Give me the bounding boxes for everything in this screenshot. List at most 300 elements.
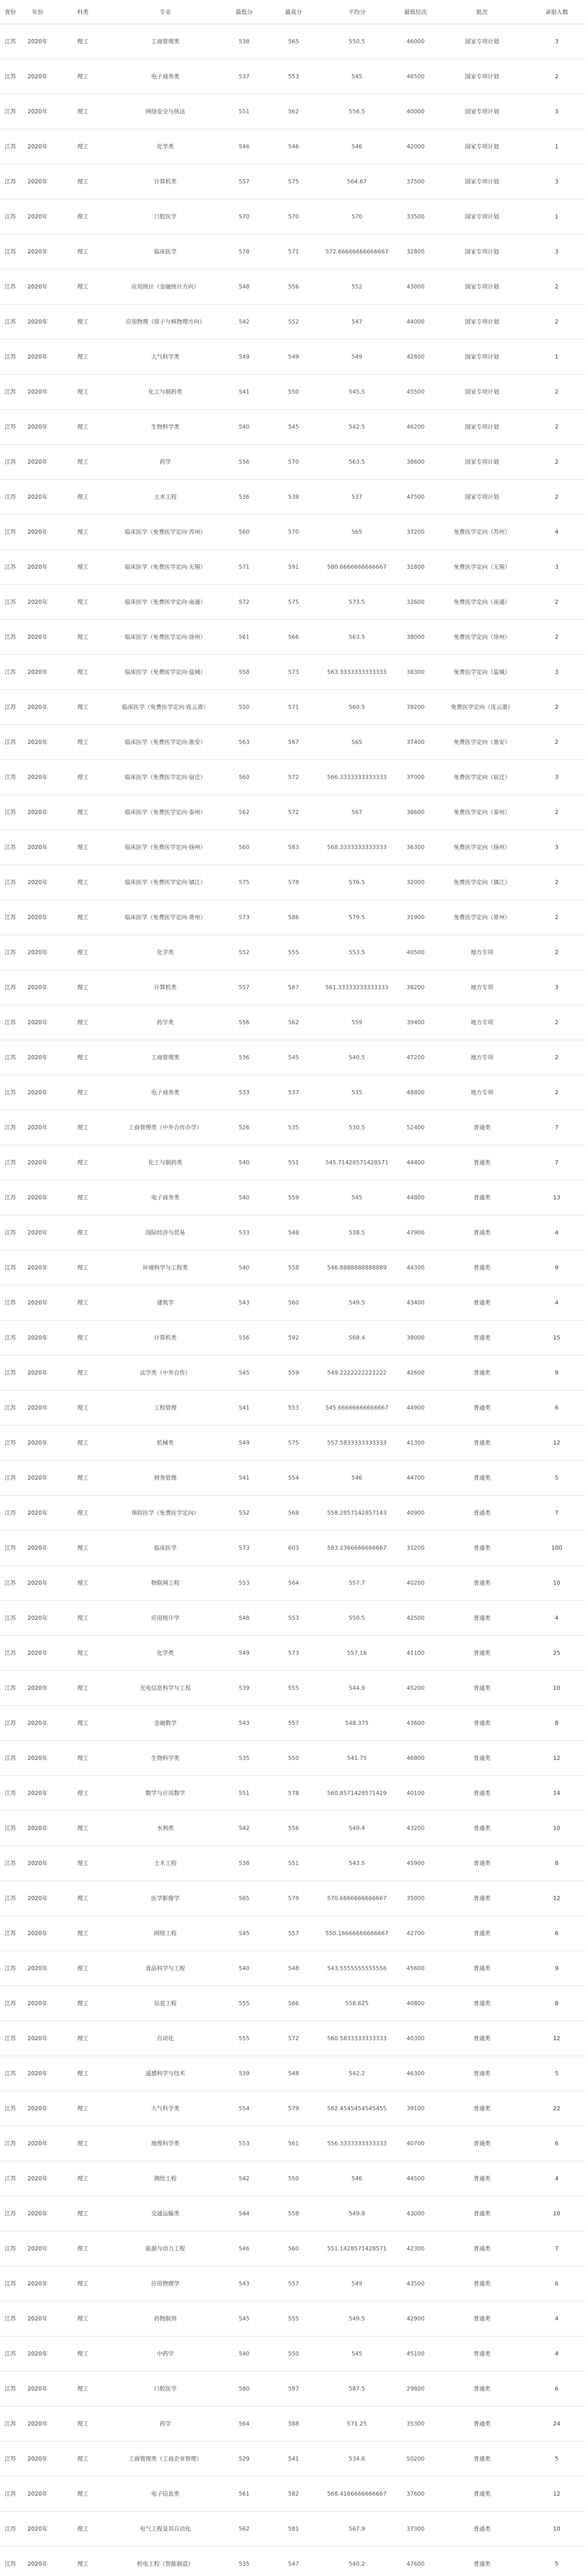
min-rank-cell: 32000	[395, 865, 436, 900]
min-score-cell: 563	[219, 725, 269, 760]
min-score-cell: 536	[219, 1040, 269, 1075]
year-cell: 2020年	[21, 304, 55, 340]
batch-cell: 免费医学定向（镇江）	[436, 865, 528, 900]
max-score-cell: 553	[269, 59, 318, 94]
admitted-count-cell: 14	[528, 1776, 585, 1811]
min-score-cell: 549	[219, 340, 269, 375]
admitted-count-cell: 2	[528, 269, 585, 304]
subject-cell: 理工	[55, 1566, 111, 1601]
major-cell: 计算机类	[111, 1320, 219, 1355]
year-cell: 2020年	[21, 269, 55, 304]
major-cell: 中药学	[111, 2336, 219, 2371]
subject-cell: 理工	[55, 935, 111, 970]
table-row	[0, 24, 585, 59]
min-score-cell: 529	[219, 2442, 269, 2477]
batch-cell: 普通类	[436, 1636, 528, 1671]
admitted-count-cell: 25	[528, 1636, 585, 1671]
major-cell: 大气科学类	[111, 2091, 219, 2126]
year-cell: 2020年	[21, 1040, 55, 1075]
major-cell: 自动化	[111, 2021, 219, 2056]
table-row	[0, 234, 585, 269]
province-cell: 江苏	[0, 2547, 21, 2576]
max-score-cell: 578	[269, 1776, 318, 1811]
min-rank-cell: 40200	[395, 1566, 436, 1601]
table-row	[0, 1320, 585, 1355]
max-score-cell: 538	[269, 480, 318, 515]
admitted-count-cell: 2	[528, 935, 585, 970]
min-rank-cell: 42900	[395, 2301, 436, 2336]
min-rank-cell: 42500	[395, 1601, 436, 1636]
year-cell: 2020年	[21, 1986, 55, 2021]
province-cell: 江苏	[0, 900, 21, 935]
subject-cell: 理工	[55, 1215, 111, 1250]
column-header: 最高分	[269, 0, 318, 24]
min-score-cell: 556	[219, 1320, 269, 1355]
avg-score-cell: 549	[318, 2266, 395, 2301]
major-cell: 临床医学（免费医学定向·常州）	[111, 900, 219, 935]
year-cell: 2020年	[21, 1496, 55, 1531]
batch-cell: 普通类	[436, 1320, 528, 1355]
batch-cell: 普通类	[436, 1811, 528, 1846]
admitted-count-cell: 3	[528, 655, 585, 690]
subject-cell: 理工	[55, 725, 111, 760]
province-cell: 江苏	[0, 199, 21, 234]
avg-score-cell: 546.8888888888889	[318, 1250, 395, 1285]
major-cell: 遥感科学与技术	[111, 2056, 219, 2091]
admitted-count-cell: 3	[528, 234, 585, 269]
table-body	[0, 24, 585, 2576]
province-cell: 江苏	[0, 304, 21, 340]
admitted-count-cell: 4	[528, 1601, 585, 1636]
min-rank-cell: 47500	[395, 480, 436, 515]
table-row	[0, 1040, 585, 1075]
province-cell: 江苏	[0, 1075, 21, 1110]
year-cell: 2020年	[21, 1005, 55, 1040]
province-cell: 江苏	[0, 1180, 21, 1215]
subject-cell: 理工	[55, 199, 111, 234]
major-cell: 应用统计（金融统计方向）	[111, 269, 219, 304]
min-rank-cell: 32800	[395, 234, 436, 269]
batch-cell: 普通类	[436, 2161, 528, 2196]
table-row	[0, 760, 585, 795]
table-row	[0, 1145, 585, 1180]
batch-cell: 普通类	[436, 1180, 528, 1215]
province-cell: 江苏	[0, 445, 21, 480]
admitted-count-cell: 2	[528, 585, 585, 620]
avg-score-cell: 567.9	[318, 2512, 395, 2547]
min-score-cell: 543	[219, 1285, 269, 1320]
avg-score-cell: 570.6666666666667	[318, 1881, 395, 1916]
min-score-cell: 538	[219, 24, 269, 59]
min-score-cell: 555	[219, 2021, 269, 2056]
table-row	[0, 1566, 585, 1601]
admitted-count-cell: 12	[528, 2021, 585, 2056]
avg-score-cell: 534.6	[318, 2442, 395, 2477]
province-cell: 江苏	[0, 2161, 21, 2196]
table-row	[0, 1426, 585, 1461]
province-cell: 江苏	[0, 94, 21, 129]
subject-cell: 理工	[55, 655, 111, 690]
min-rank-cell: 46500	[395, 59, 436, 94]
year-cell: 2020年	[21, 2161, 55, 2196]
batch-cell: 普通类	[436, 2021, 528, 2056]
min-rank-cell: 38000	[395, 1320, 436, 1355]
min-rank-cell: 31900	[395, 900, 436, 935]
table-row	[0, 1706, 585, 1741]
min-rank-cell: 44500	[395, 2161, 436, 2196]
subject-cell: 理工	[55, 2091, 111, 2126]
year-cell: 2020年	[21, 1145, 55, 1180]
admitted-count-cell: 1	[528, 340, 585, 375]
subject-cell: 理工	[55, 515, 111, 550]
major-cell: 药学	[111, 2406, 219, 2442]
max-score-cell: 591	[269, 550, 318, 585]
max-score-cell: 573	[269, 655, 318, 690]
min-rank-cell: 32600	[395, 585, 436, 620]
batch-cell: 普通类	[436, 2266, 528, 2301]
min-score-cell: 545	[219, 1355, 269, 1391]
admitted-count-cell: 2	[528, 1040, 585, 1075]
min-rank-cell: 45900	[395, 1846, 436, 1881]
subject-cell: 理工	[55, 900, 111, 935]
batch-cell: 普通类	[436, 1391, 528, 1426]
year-cell: 2020年	[21, 340, 55, 375]
admitted-count-cell: 2	[528, 410, 585, 445]
avg-score-cell: 549.5	[318, 2301, 395, 2336]
avg-score-cell: 547	[318, 304, 395, 340]
year-cell: 2020年	[21, 1355, 55, 1391]
max-score-cell: 549	[269, 340, 318, 375]
province-cell: 江苏	[0, 970, 21, 1005]
admitted-count-cell: 12	[528, 1741, 585, 1776]
major-cell: 临床医学（免费医学定向·宿迁）	[111, 760, 219, 795]
max-score-cell: 571	[269, 690, 318, 725]
avg-score-cell: 561.33333333333333	[318, 970, 395, 1005]
max-score-cell: 545	[269, 410, 318, 445]
max-score-cell: 567	[269, 725, 318, 760]
min-score-cell: 560	[219, 515, 269, 550]
subject-cell: 理工	[55, 59, 111, 94]
min-score-cell: 560	[219, 830, 269, 865]
min-rank-cell: 39100	[395, 2091, 436, 2126]
batch-cell: 普通类	[436, 1951, 528, 1986]
province-cell: 江苏	[0, 1776, 21, 1811]
avg-score-cell: 551.1428571428571	[318, 2231, 395, 2266]
year-cell: 2020年	[21, 2301, 55, 2336]
table-row	[0, 1741, 585, 1776]
min-score-cell: 546	[219, 129, 269, 164]
max-score-cell: 535	[269, 1110, 318, 1145]
year-cell: 2020年	[21, 1215, 55, 1250]
province-cell: 江苏	[0, 1601, 21, 1636]
year-cell: 2020年	[21, 725, 55, 760]
avg-score-cell: 545.5	[318, 375, 395, 410]
table-row	[0, 830, 585, 865]
year-cell: 2020年	[21, 2056, 55, 2091]
major-cell: 建筑学	[111, 1285, 219, 1320]
avg-score-cell: 548.375	[318, 1706, 395, 1741]
major-cell: 药学类	[111, 1005, 219, 1040]
min-rank-cell: 38000	[395, 620, 436, 655]
max-score-cell: 537	[269, 1075, 318, 1110]
avg-score-cell: 563.5	[318, 620, 395, 655]
major-cell: 网络工程	[111, 1916, 219, 1951]
avg-score-cell: 549.5	[318, 1285, 395, 1320]
table-row	[0, 1250, 585, 1285]
max-score-cell: 550	[269, 2336, 318, 2371]
batch-cell: 地方专项	[436, 1040, 528, 1075]
year-cell: 2020年	[21, 1180, 55, 1215]
avg-score-cell: 556.3333333333333	[318, 2126, 395, 2161]
column-header: 省份	[0, 0, 21, 24]
subject-cell: 理工	[55, 1531, 111, 1566]
admitted-count-cell: 13	[528, 1180, 585, 1215]
max-score-cell: 573	[269, 1636, 318, 1671]
year-cell: 2020年	[21, 2547, 55, 2576]
admitted-count-cell: 2	[528, 1005, 585, 1040]
avg-score-cell: 570	[318, 199, 395, 234]
avg-score-cell: 579.5	[318, 900, 395, 935]
max-score-cell: 548	[269, 1951, 318, 1986]
avg-score-cell: 557.16	[318, 1636, 395, 1671]
min-score-cell: 544	[219, 2196, 269, 2231]
table-row	[0, 129, 585, 164]
min-score-cell: 575	[219, 865, 269, 900]
min-score-cell: 526	[219, 1110, 269, 1145]
min-score-cell: 552	[219, 935, 269, 970]
avg-score-cell: 583.2366666666667	[318, 1531, 395, 1566]
avg-score-cell: 560.8571428571429	[318, 1776, 395, 1811]
avg-score-cell: 568.4	[318, 1320, 395, 1355]
subject-cell: 理工	[55, 1145, 111, 1180]
min-score-cell: 533	[219, 1215, 269, 1250]
min-rank-cell: 46300	[395, 2056, 436, 2091]
avg-score-cell: 557.5833333333333	[318, 1426, 395, 1461]
min-score-cell: 540	[219, 2336, 269, 2371]
batch-cell: 普通类	[436, 1110, 528, 1145]
province-cell: 江苏	[0, 2126, 21, 2161]
avg-score-cell: 544.9	[318, 1671, 395, 1706]
min-score-cell: 548	[219, 269, 269, 304]
admitted-count-cell: 15	[528, 1320, 585, 1355]
avg-score-cell: 559	[318, 1005, 395, 1040]
table-row	[0, 2126, 585, 2161]
min-score-cell: 551	[219, 1776, 269, 1811]
max-score-cell: 552	[269, 304, 318, 340]
subject-cell: 理工	[55, 129, 111, 164]
min-score-cell: 557	[219, 970, 269, 1005]
max-score-cell: 559	[269, 1355, 318, 1391]
admitted-count-cell: 3	[528, 970, 585, 1005]
min-rank-cell: 41300	[395, 1426, 436, 1461]
min-score-cell: 543	[219, 1706, 269, 1741]
batch-cell: 普通类	[436, 2512, 528, 2547]
admitted-count-cell: 7	[528, 1496, 585, 1531]
subject-cell: 理工	[55, 1426, 111, 1461]
avg-score-cell: 550.5	[318, 1601, 395, 1636]
subject-cell: 理工	[55, 2196, 111, 2231]
max-score-cell: 579	[269, 1881, 318, 1916]
min-rank-cell: 40000	[395, 94, 436, 129]
avg-score-cell: 560.5	[318, 690, 395, 725]
subject-cell: 理工	[55, 865, 111, 900]
avg-score-cell: 545.66666666666667	[318, 1391, 395, 1426]
max-score-cell: 565	[269, 24, 318, 59]
subject-cell: 理工	[55, 1671, 111, 1706]
major-cell: 工商管理类（工商企业管理）	[111, 2442, 219, 2477]
major-cell: 机电工程（智能制造）	[111, 2547, 219, 2576]
min-rank-cell: 39200	[395, 690, 436, 725]
admitted-count-cell: 2	[528, 1075, 585, 1110]
max-score-cell: 566	[269, 1986, 318, 2021]
table-row	[0, 585, 585, 620]
max-score-cell: 559	[269, 1180, 318, 1215]
max-score-cell: 575	[269, 1426, 318, 1461]
table-row	[0, 1916, 585, 1951]
major-cell: 测绘工程	[111, 2161, 219, 2196]
year-cell: 2020年	[21, 375, 55, 410]
admitted-count-cell: 5	[528, 2547, 585, 2576]
year-cell: 2020年	[21, 164, 55, 199]
min-rank-cell: 40100	[395, 1776, 436, 1811]
province-cell: 江苏	[0, 480, 21, 515]
batch-cell: 免费医学定向（南通）	[436, 585, 528, 620]
max-score-cell: 570	[269, 515, 318, 550]
table-row	[0, 550, 585, 585]
province-cell: 江苏	[0, 59, 21, 94]
major-cell: 临床医学	[111, 1531, 219, 1566]
min-score-cell: 533	[219, 1075, 269, 1110]
year-cell: 2020年	[21, 1426, 55, 1461]
admitted-count-cell: 7	[528, 1110, 585, 1145]
min-rank-cell: 47600	[395, 2547, 436, 2576]
avg-score-cell: 560.5833333333333	[318, 2021, 395, 2056]
min-rank-cell: 44800	[395, 1180, 436, 1215]
avg-score-cell: 563.5	[318, 445, 395, 480]
min-score-cell: 561	[219, 620, 269, 655]
subject-cell: 理工	[55, 760, 111, 795]
major-cell: 电子信息类	[111, 2477, 219, 2512]
table-row	[0, 690, 585, 725]
admitted-count-cell: 9	[528, 1951, 585, 1986]
subject-cell: 理工	[55, 970, 111, 1005]
admitted-count-cell: 10	[528, 1671, 585, 1706]
batch-cell: 普通类	[436, 1145, 528, 1180]
major-cell: 生物科学类	[111, 410, 219, 445]
table-row	[0, 2477, 585, 2512]
admitted-count-cell: 9	[528, 1355, 585, 1391]
admitted-count-cell: 3	[528, 760, 585, 795]
province-cell: 江苏	[0, 1285, 21, 1320]
admitted-count-cell: 2	[528, 59, 585, 94]
admitted-count-cell: 3	[528, 830, 585, 865]
year-cell: 2020年	[21, 2477, 55, 2512]
province-cell: 江苏	[0, 1320, 21, 1355]
subject-cell: 理工	[55, 620, 111, 655]
province-cell: 江苏	[0, 2442, 21, 2477]
major-cell: 临床医学（免费医学定向·连云港）	[111, 690, 219, 725]
min-score-cell: 557	[219, 164, 269, 199]
province-cell: 江苏	[0, 1110, 21, 1145]
subject-cell: 理工	[55, 1951, 111, 1986]
max-score-cell: 579	[269, 2091, 318, 2126]
subject-cell: 理工	[55, 2371, 111, 2406]
subject-cell: 理工	[55, 1496, 111, 1531]
min-rank-cell: 43500	[395, 2266, 436, 2301]
max-score-cell: 586	[269, 900, 318, 935]
admitted-count-cell: 10	[528, 2196, 585, 2231]
min-score-cell: 535	[219, 2547, 269, 2576]
table-row	[0, 269, 585, 304]
table-row	[0, 2406, 585, 2442]
admitted-count-cell: 1	[528, 199, 585, 234]
major-cell: 计算机类	[111, 164, 219, 199]
min-rank-cell: 38300	[395, 655, 436, 690]
avg-score-cell: 537	[318, 480, 395, 515]
column-header: 批次	[436, 0, 528, 24]
province-cell: 江苏	[0, 269, 21, 304]
column-header: 年份	[21, 0, 55, 24]
admitted-count-cell: 3	[528, 94, 585, 129]
major-cell: 临床医学（免费医学定向·盐城）	[111, 655, 219, 690]
table-row	[0, 655, 585, 690]
max-score-cell: 561	[269, 2126, 318, 2161]
table-row	[0, 2301, 585, 2336]
min-score-cell: 540	[219, 410, 269, 445]
year-cell: 2020年	[21, 1846, 55, 1881]
min-score-cell: 554	[219, 2091, 269, 2126]
avg-score-cell: 562.4545454545455	[318, 2091, 395, 2126]
province-cell: 江苏	[0, 1951, 21, 1986]
max-score-cell: 558	[269, 1250, 318, 1285]
admitted-count-cell: 4	[528, 2161, 585, 2196]
min-score-cell: 580	[219, 2371, 269, 2406]
year-cell: 2020年	[21, 1706, 55, 1741]
subject-cell: 理工	[55, 234, 111, 269]
year-cell: 2020年	[21, 1566, 55, 1601]
province-cell: 江苏	[0, 2406, 21, 2442]
max-score-cell: 570	[269, 445, 318, 480]
province-cell: 江苏	[0, 515, 21, 550]
table-row	[0, 375, 585, 410]
batch-cell: 国家专项计划	[436, 199, 528, 234]
avg-score-cell: 580.6666666666667	[318, 550, 395, 585]
min-rank-cell: 36300	[395, 830, 436, 865]
admitted-count-cell: 6	[528, 1391, 585, 1426]
major-cell: 化学类	[111, 129, 219, 164]
table-row	[0, 2442, 585, 2477]
subject-cell: 理工	[55, 1005, 111, 1040]
min-score-cell: 562	[219, 2512, 269, 2547]
subject-cell: 理工	[55, 1285, 111, 1320]
min-rank-cell: 40300	[395, 2021, 436, 2056]
min-score-cell: 536	[219, 480, 269, 515]
batch-cell: 免费医学定向（淮安）	[436, 725, 528, 760]
subject-cell: 理工	[55, 375, 111, 410]
table-row	[0, 1005, 585, 1040]
batch-cell: 普通类	[436, 2091, 528, 2126]
subject-cell: 理工	[55, 1706, 111, 1741]
min-rank-cell: 46000	[395, 24, 436, 59]
min-score-cell: 571	[219, 550, 269, 585]
major-cell: 环境科学与工程类	[111, 1250, 219, 1285]
avg-score-cell: 556.5	[318, 94, 395, 129]
major-cell: 土木工程	[111, 1846, 219, 1881]
max-score-cell: 556	[269, 1811, 318, 1846]
max-score-cell: 570	[269, 199, 318, 234]
batch-cell: 国家专项计划	[436, 340, 528, 375]
max-score-cell: 568	[269, 1496, 318, 1531]
